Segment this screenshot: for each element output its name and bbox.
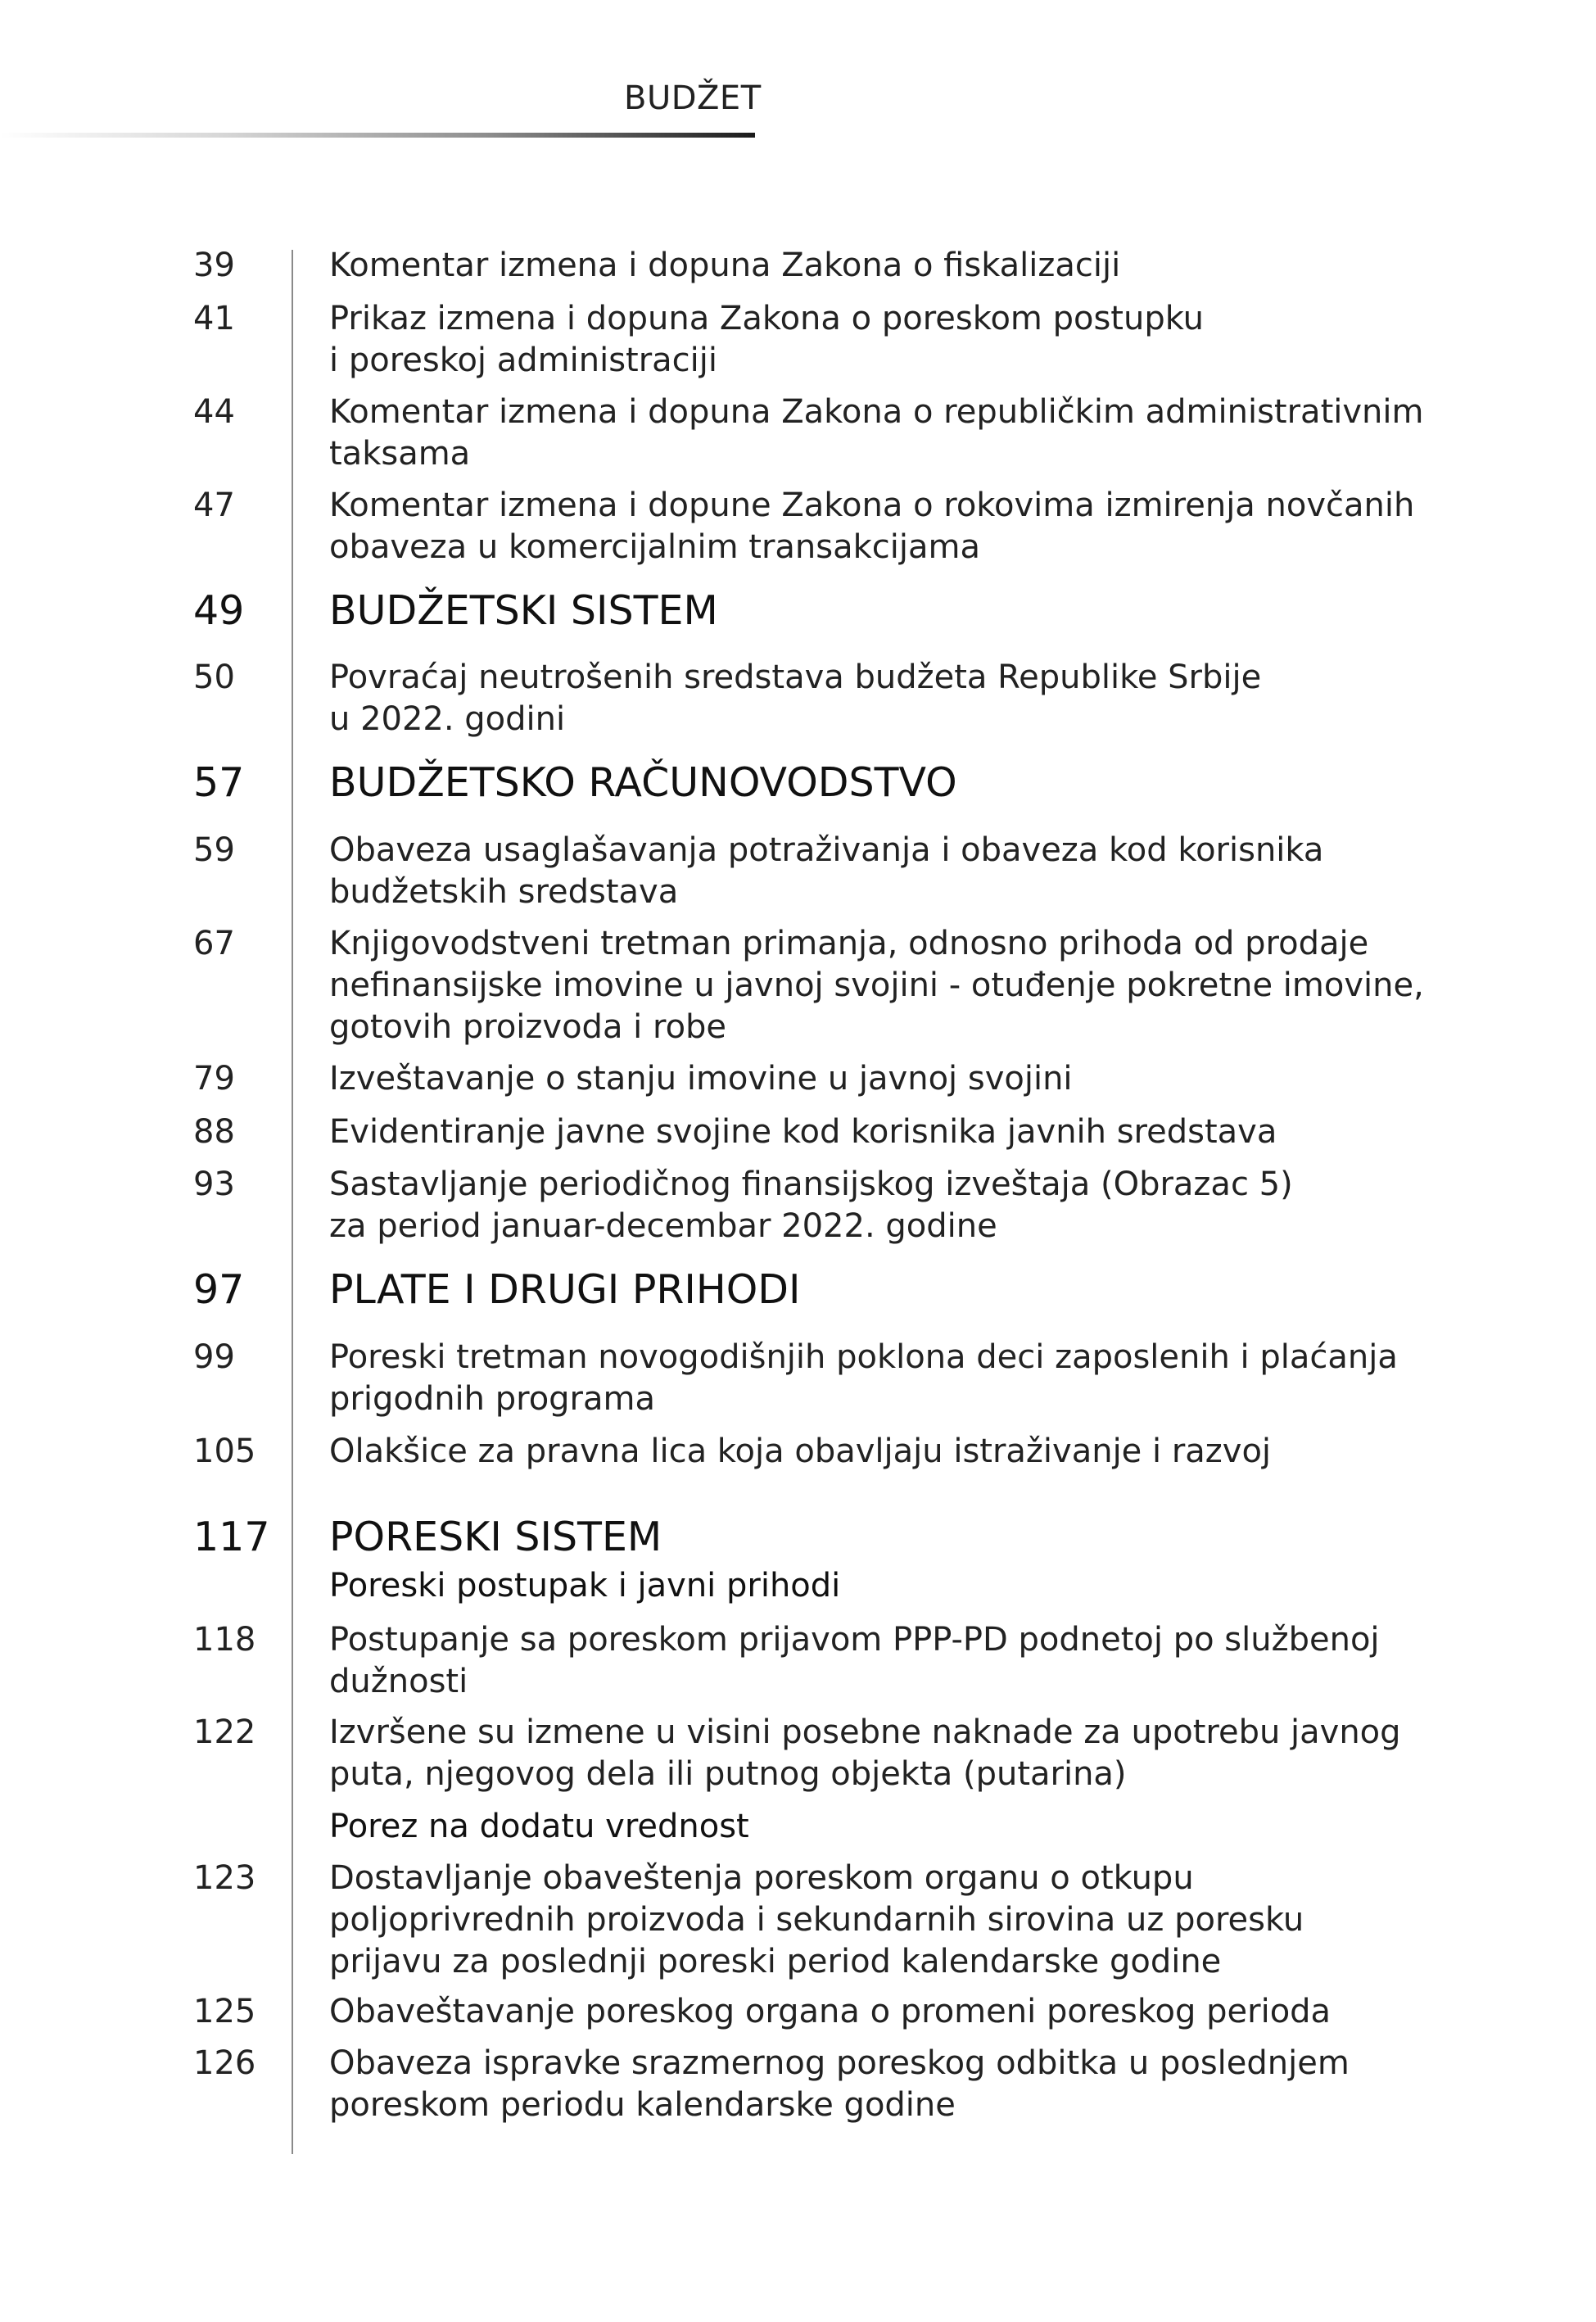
entry-title-line: poreskom periodu kalendarske godine [329,2086,956,2124]
entry-page-number: 123 [193,1859,256,1897]
entry-page-number: 93 [193,1166,235,1203]
entry-title-line: Knjigovodstveni tretman primanja, odnosno prihoda od prodaje [329,925,1369,962]
entry-title-line: Dostavljanje obaveštenja poreskom organu o otkupu [329,1859,1194,1897]
entry-title-line: Olakšice za pravna lica koja obavljaju istraživanje i razvoj [329,1433,1272,1470]
entry-title-line: i poreskoj administraciji [329,342,718,379]
entry-title-line: Prikaz izmena i dopuna Zakona o poreskom postupku [329,300,1205,337]
section-title: BUDŽETSKI SISTEM [329,587,718,634]
entry-page-number: 99 [193,1338,235,1376]
entry-page-number: 126 [193,2044,256,2082]
entry-title-line: gotovih proizvoda i robe [329,1008,727,1046]
entry-page-number: 122 [193,1713,256,1751]
subsection-title: Porez na dodatu vrednost [329,1808,749,1845]
running-header-title: BUDŽET [624,79,762,117]
entry-page-number: 47 [193,487,235,524]
entry-page-number: 41 [193,300,235,337]
entry-title-line: taksama [329,435,471,473]
entry-title-line: Obaveštavanje poreskog organa o promeni poreskog perioda [329,1993,1332,2030]
entry-title-line: prijavu za poslednji poreski period kalendarske godine [329,1943,1222,1980]
entry-title-line: dužnosti [329,1663,468,1700]
entry-page-number: 105 [193,1433,256,1470]
entry-title-line: Izvršene su izmene u visini posebne naknade za upotrebu javnog [329,1713,1401,1751]
entry-page-number: 125 [193,1993,256,2030]
section-page-number: 49 [193,587,245,634]
entry-title-line: Sastavljanje periodičnog finansijskog izveštaja (Obrazac 5) [329,1166,1293,1203]
entry-title-line: Komentar izmena i dopune Zakona o rokovima izmirenja novčanih [329,487,1415,524]
entry-page-number: 79 [193,1060,235,1098]
entry-title-line: Obaveza ispravke srazmernog poreskog odbitka u poslednjem [329,2044,1350,2082]
entry-title-line: nefinansijske imovine u javnoj svojini - otuđenje pokretne imovine, [329,966,1424,1004]
entry-title-line: Obaveza usaglašavanja potraživanja i obaveza kod korisnika [329,831,1324,869]
entry-page-number: 39 [193,247,235,284]
section-page-number: 97 [193,1266,245,1313]
entry-title-line: puta, njegovog dela ili putnog objekta (putarina) [329,1755,1127,1793]
section-title: PORESKI SISTEM [329,1514,662,1560]
entry-title-line: Komentar izmena i dopuna Zakona o fiskalizaciji [329,247,1121,284]
entry-page-number: 44 [193,393,235,431]
section-page-number: 117 [193,1514,270,1560]
entry-title-line: Izveštavanje o stanju imovine u javnoj svojini [329,1060,1073,1098]
entry-title-line: Poreski tretman novogodišnjih poklona deci zaposlenih i plaćanja [329,1338,1398,1376]
entry-page-number: 67 [193,925,235,962]
subsection-title: Poreski postupak i javni prihodi [329,1567,841,1605]
entry-title-line: Povraćaj neutrošenih sredstava budžeta Republike Srbije [329,659,1262,696]
entry-title-line: poljoprivrednih proizvoda i sekundarnih sirovina uz poresku [329,1901,1304,1939]
entry-page-number: 88 [193,1113,235,1151]
entry-title-line: prigodnih programa [329,1380,655,1418]
section-title: BUDŽETSKO RAČUNOVODSTVO [329,759,957,806]
entry-title-line: budžetskih sredstava [329,873,679,911]
section-page-number: 57 [193,759,245,806]
entry-title-line: u 2022. godini [329,700,566,738]
entry-page-number: 50 [193,659,235,696]
entry-title-line: Komentar izmena i dopuna Zakona o republičkim administrativnim [329,393,1424,431]
entry-title-line: Evidentiranje javne svojine kod korisnika javnih sredstava [329,1113,1277,1151]
section-title: PLATE I DRUGI PRIHODI [329,1266,801,1313]
entry-page-number: 118 [193,1621,256,1659]
entry-page-number: 59 [193,831,235,869]
entry-title-line: za period januar-decembar 2022. godine [329,1207,997,1245]
entry-title-line: Postupanje sa poreskom prijavom PPP-PD podnetoj po službenoj [329,1621,1380,1659]
entry-title-line: obaveza u komercijalnim transakcijama [329,528,980,566]
